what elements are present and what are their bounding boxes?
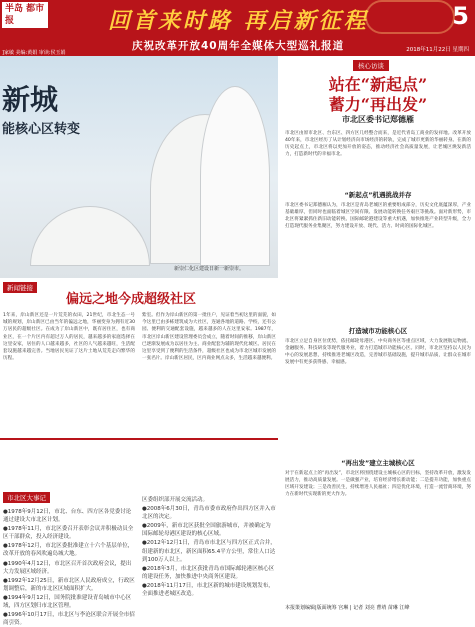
banner-headline: 回首来时路 再启新征程 — [108, 8, 369, 34]
interview-intro: 市北区由原市北区、台东区、四方区几经整合而来，是近代青岛工商业的发祥地。改革开放40年来，市北区经历了从计划经济向市场经济的转轨，完成了城市更新的华丽转身。在新的历史起点上，市北区将以更加开放的姿态，推动经济社会高质量发展，让老城区焕发新活力，打造新时代的幸福市北。 — [285, 131, 471, 158]
hero-subtitle: 能核心区转变 — [2, 122, 81, 137]
timeline-entry: ●1978年9月12日，市北、台东、四方区各党委讨论通过建设大市北区计划。 — [3, 509, 132, 524]
left-column — [0, 56, 278, 627]
newspaper-logo: 半岛 都市报 — [2, 2, 48, 28]
interview-paragraph: 市北区立足自身区位优势，依托邮轮母港区、中央商务区等重点区域，大力发展航运物流、金融服务、科技研发等现代服务业，着力打造城市功能核心区。同时，市北区坚持以人民为中心的发展思想，持续推进老城区改造，完善城市基础设施，提升城市品质，让群众在城市发展中有更多获得感、幸福感。 — [285, 339, 471, 366]
interview-heading: “再出发”建立主城核心区 — [341, 459, 415, 467]
building-shape — [200, 86, 270, 266]
banner-subtitle: 庆祝改革开放40周年全媒体大型巡礼报道 — [132, 40, 345, 52]
timeline-entry: ●1992年12月25日，新市北区人民政府成立，行政区划调整后，新的市北区区域面积扩大。 — [3, 577, 135, 592]
interview-title-line2: 蓄力“再出发” — [328, 95, 428, 114]
timeline-entry: ●2009年，新市北区获批全国旅游城市，并被确定为国际邮轮母港区建设的核心区域。 — [142, 523, 271, 538]
timeline-entry: ●1990年4月12日，市北区召开首次政府会议，提出大力发展区域经济。 — [3, 560, 132, 575]
timeline-entry: ●1978年11月，市北区委召开表彰会议并积极动员全区干部群众，投入经济建设。 — [3, 526, 134, 541]
timeline-entry: ●2018年3月，市北区获批青岛市国际邮轮港区核心区的建设任务，加快推进中央商务区建设。 — [142, 565, 275, 580]
timeline-entry: ●1994年9月12日，国务院批准建设青岛城市中心区域，四方区划归市北区管理。 — [3, 594, 132, 610]
timeline-entry: ●2012年12月1日，青岛市市北区与四方区正式合并，组建新的市北区，新区面积65.4平方公里，常住人口达到100万人以上。 — [142, 540, 276, 563]
interview-title-line1: 站在“新起点” — [328, 75, 428, 94]
timeline-left — [3, 508, 136, 627]
article-column: 紫室。但作为岸山新区的第一批住户，见证着当初这里的面貌，如今这里已由多栋建筑成为大社区，连通各地的道路、学校，还有公园、便利的交通配套设施，越来越多的人在这里安家。1987年，市北区岸山新区建设管理委员会成立，随着时间的推移，岸山新区已逐渐发展成为以居住为主、商业配套为辅的现代化城区。居民在这里享受到了便利的生活条件，超级社区也成为市北区城市发展的一张名片。岸山新区居民，区内商业网点众多，生活越来越便利。 — [142, 313, 276, 362]
page-number: 5 — [452, 2, 469, 30]
page-banner — [0, 0, 475, 56]
news-link-tag: 新闻链接 — [3, 282, 37, 293]
building-shape — [30, 206, 150, 266]
timeline-entry: ●2018年11月17日，市北区新的城市建设规划发布，全面推进老城区改造。 — [142, 582, 274, 598]
interview-paragraph: 对于在新起点上的“再出发”，市北区将围绕建设主城核心区的目标，坚持改革开放，激发发展活力，推动高质量发展。一是做强产业，培育经济增长新动能；二是提升功能，加快重点区域开发建设；三是改善民生，持续增进人民福祉；四是优化环境，打造一流营商环境，努力在新时代实现新的更大作为。 — [285, 471, 471, 498]
issue-date: 2018年11月22日 星期四 — [406, 47, 469, 53]
timeline-entry: ●1978年12月，市北区委批准建立十六个基层单位，改革开放的春风吹遍岛城大地。 — [3, 543, 134, 558]
timeline-right — [142, 496, 276, 618]
timeline-tag: 市北区大事记 — [3, 492, 50, 503]
hero-title: 新城 — [2, 83, 59, 116]
interview-subtitle: 市北区委书记郑德雁 — [342, 115, 414, 124]
article-title: 偏远之地今成超级社区 — [66, 292, 197, 307]
credits-footer: 本报策划编辑|版面统筹 宫琳 | 记者 刘亮 曹靖 苗琳 江峰 — [285, 605, 410, 611]
timeline-entry: ●1996年10月17日，市北区与李沧区联合开展全市招商引资。 — [3, 612, 135, 627]
photo-caption: 新崇仁化区建设日新一新崇市。 — [173, 266, 244, 272]
article-column: 1年来，岸山新区还是一片荒芜的农田，21世纪，市北生态一号城的规划，岸山新区已由当年的偏远之地，华丽变身为拥有近30万居民的超级社区。在成为了岸山新区中，既有居住区，也有商业区，在一个片区内有超过万人的居民，越来越多的家庭选择在这里安家，居住的人口越来越多，社区的人气越来越旺，生活配套设施越来越完善。当地居民见证了这片土地从荒芜走向繁华的历程。 — [3, 313, 135, 362]
editor-credits: ]家敏 美编:黄娟 审读:侯玉娟 — [2, 50, 66, 56]
interview-kicker: 核心访谈 — [353, 60, 389, 71]
decorative-swirl — [365, 0, 455, 34]
interview-paragraph: 市北区委书记郑德雁认为，市北区是青岛老城区的重要组成部分，历史文化底蕴深厚，产业基础雄厚，但同时也面临着城区空间有限、发展动能转换任务艰巨等挑战。面对新形势，市北区将紧紧抓住新旧动能转换、国际邮轮港建设等重大机遇，加快推进产业转型升级，全力打造现代服务业集聚区，努力建设开放、现代、活力、时尚的国际化城区。 — [285, 203, 471, 230]
interview-column — [281, 56, 475, 620]
timeline-entry: ●2008年6月30日，青岛市委市政府作出四方区并入市北区的决定。 — [142, 506, 276, 521]
interview-heading: “新起点”机遇挑战并存 — [344, 191, 412, 199]
timeline-entry: 区委组织部开展交流活动。 — [142, 497, 209, 503]
interview-heading: 打造城市功能核心区 — [348, 327, 408, 335]
hero-photo — [0, 56, 278, 278]
